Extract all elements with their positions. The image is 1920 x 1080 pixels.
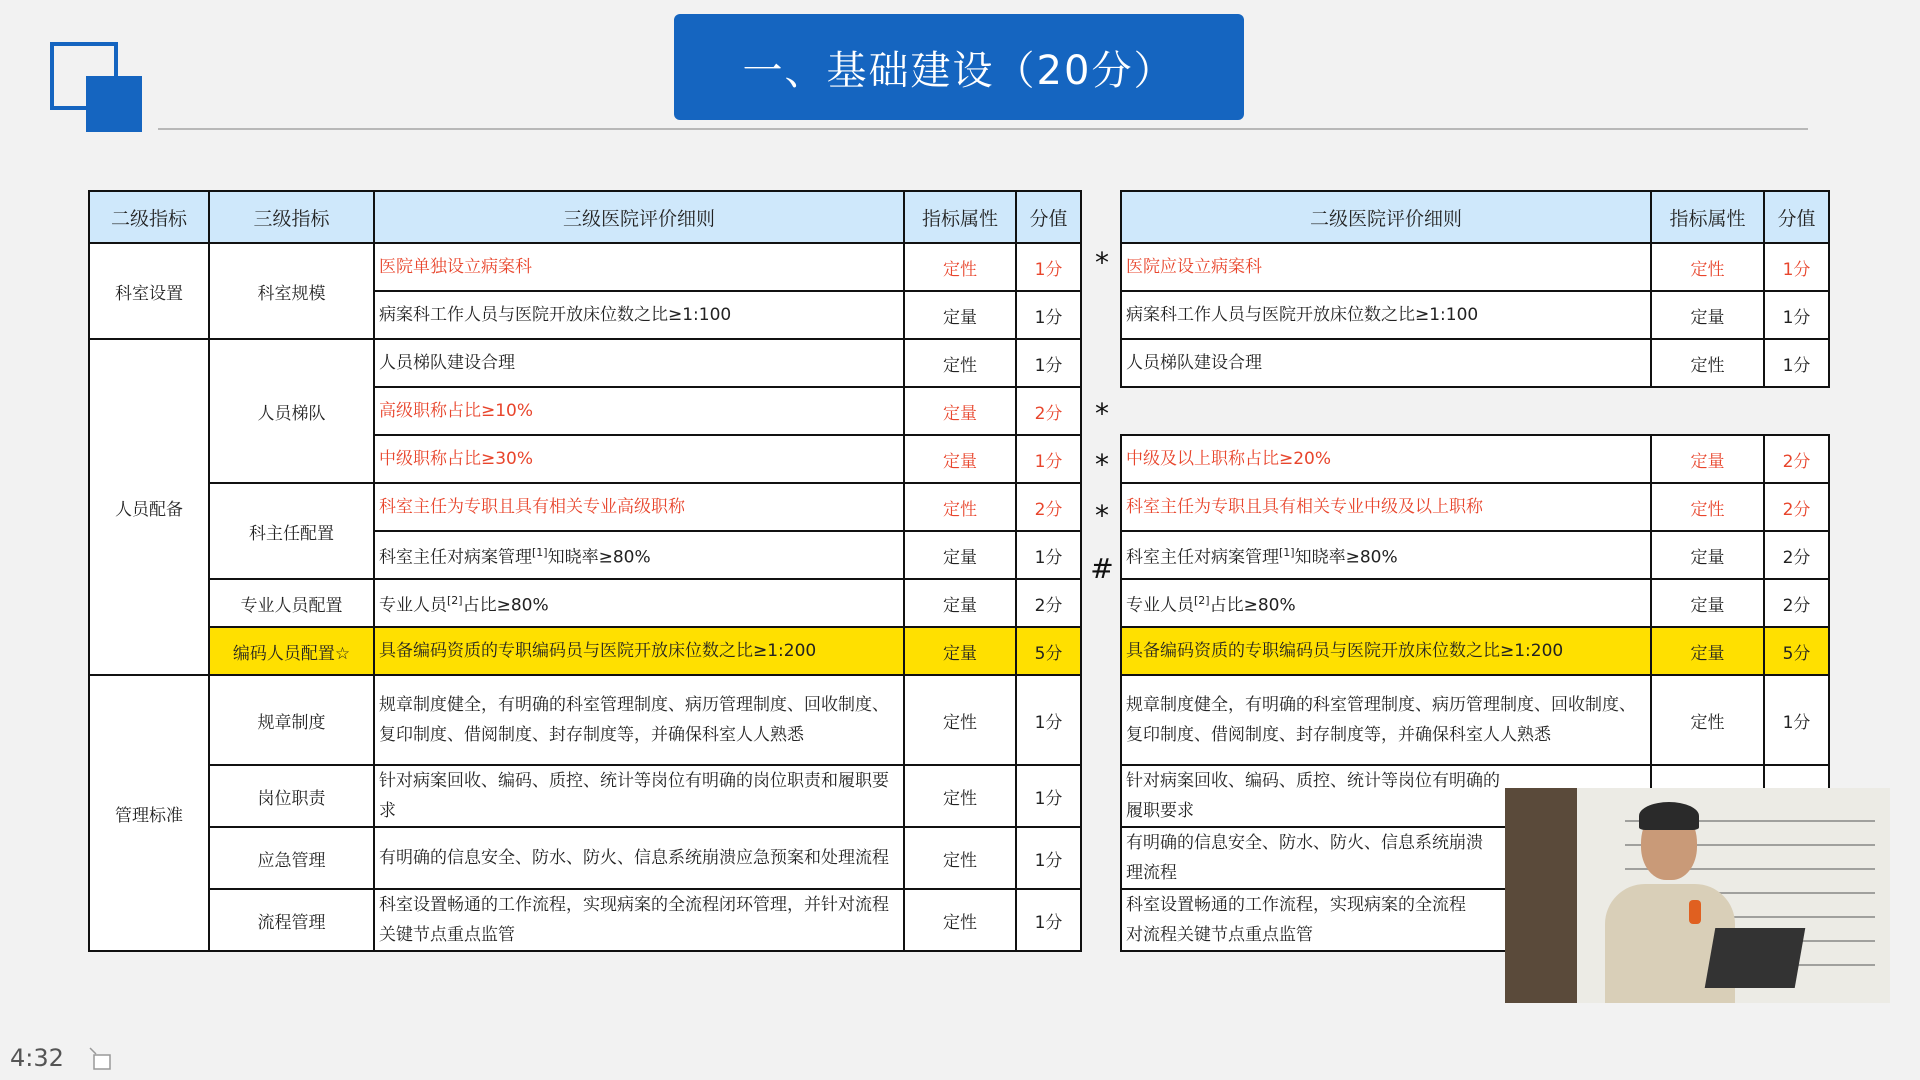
score-cell: 2分 xyxy=(1016,579,1081,627)
rule-cell: 病案科工作人员与医院开放床位数之比≥1:100 xyxy=(1121,291,1651,339)
table-row xyxy=(89,675,1081,765)
attr-cell: 定量 xyxy=(904,291,1016,339)
table-header-row xyxy=(89,191,1081,243)
table-row xyxy=(1121,435,1829,483)
attr-cell: 定性 xyxy=(904,765,1016,827)
score-cell: 2分 xyxy=(1764,483,1829,531)
rule-cell: 中级职称占比≥30% xyxy=(374,435,904,483)
sub-cell: 专业人员配置 xyxy=(209,579,374,627)
sub-cell: 人员梯队 xyxy=(209,339,374,483)
score-cell: 1分 xyxy=(1016,827,1081,889)
table-row xyxy=(89,765,1081,827)
table-row xyxy=(89,827,1081,889)
table-row-highlighted xyxy=(1121,627,1829,675)
attr-cell: 定量 xyxy=(904,531,1016,579)
header-attribute: 指标属性 xyxy=(904,191,1016,243)
table-header-row xyxy=(1121,191,1829,243)
attr-cell: 定量 xyxy=(904,579,1016,627)
attr-cell: 定量 xyxy=(904,435,1016,483)
score-cell: 2分 xyxy=(1016,483,1081,531)
header-score: 分值 xyxy=(1764,191,1829,243)
rule-cell: 科室主任对病案管理[1]知晓率≥80% xyxy=(1121,531,1651,579)
table-row xyxy=(1121,531,1829,579)
rule-cell: 规章制度健全，有明确的科室管理制度、病历管理制度、回收制度、复印制度、借阅制度、封存制度等，并确保科室人人熟悉 xyxy=(374,675,904,765)
table-row xyxy=(1121,339,1829,387)
score-cell: 2分 xyxy=(1764,435,1829,483)
score-cell: 1分 xyxy=(1764,291,1829,339)
attr-cell: 定性 xyxy=(904,827,1016,889)
difference-mark: # xyxy=(1090,552,1114,585)
score-cell: 1分 xyxy=(1016,339,1081,387)
table-row xyxy=(1121,243,1829,291)
tertiary-hospital-table xyxy=(88,190,1082,952)
cursor-icon xyxy=(88,1046,114,1072)
speaker-video-overlay[interactable] xyxy=(1505,788,1890,1003)
score-cell: 1分 xyxy=(1764,243,1829,291)
header-tertiary-indicator: 三级指标 xyxy=(209,191,374,243)
attr-cell: 定性 xyxy=(904,483,1016,531)
rule-cell: 高级职称占比≥10% xyxy=(374,387,904,435)
rule-cell: 规章制度健全，有明确的科室管理制度、病历管理制度、回收制度、复印制度、借阅制度、封存制度等，并确保科室人人熟悉 xyxy=(1121,675,1651,765)
title-divider xyxy=(158,128,1808,130)
rule-cell: 专业人员[2]占比≥80% xyxy=(1121,579,1651,627)
attr-cell: 定性 xyxy=(904,889,1016,951)
attr-cell: 定量 xyxy=(1651,627,1764,675)
attr-cell: 定量 xyxy=(1651,531,1764,579)
attr-cell: 定量 xyxy=(1651,435,1764,483)
rule-cell: 科室主任为专职且具有相关专业高级职称 xyxy=(374,483,904,531)
table-row xyxy=(1121,675,1829,765)
table-row xyxy=(1121,579,1829,627)
microphone-icon xyxy=(1689,900,1701,924)
score-cell: 2分 xyxy=(1016,387,1081,435)
group-cell: 人员配备 xyxy=(89,339,209,675)
group-cell: 科室设置 xyxy=(89,243,209,339)
rule-cell: 科室设置畅通的工作流程，实现病案的全流程 对流程关键节点重点监管 xyxy=(1121,889,1651,951)
rule-cell: 医院单独设立病案科 xyxy=(374,243,904,291)
rule-cell: 科室主任对病案管理[1]知晓率≥80% xyxy=(374,531,904,579)
playback-time: 4:32 xyxy=(10,1044,64,1072)
sub-cell: 规章制度 xyxy=(209,675,374,765)
laptop-icon xyxy=(1705,928,1806,988)
rule-cell: 具备编码资质的专职编码员与医院开放床位数之比≥1:200 xyxy=(1121,627,1651,675)
attr-cell: 定量 xyxy=(904,627,1016,675)
table-row xyxy=(1121,483,1829,531)
rule-cell: 人员梯队建设合理 xyxy=(374,339,904,387)
speaker-hair xyxy=(1639,802,1699,830)
group-cell: 管理标准 xyxy=(89,675,209,951)
table-row xyxy=(89,243,1081,291)
difference-mark: * xyxy=(1095,448,1109,481)
attr-cell: 定性 xyxy=(1651,483,1764,531)
table-row xyxy=(89,339,1081,387)
rule-cell: 医院应设立病案科 xyxy=(1121,243,1651,291)
table-row xyxy=(89,889,1081,951)
rule-cell: 有明确的信息安全、防水、防火、信息系统崩溃应急预案和处理流程 xyxy=(374,827,904,889)
rule-cell: 人员梯队建设合理 xyxy=(1121,339,1651,387)
score-cell: 2分 xyxy=(1764,531,1829,579)
score-cell: 1分 xyxy=(1764,675,1829,765)
score-cell: 1分 xyxy=(1016,531,1081,579)
attr-cell: 定量 xyxy=(1651,291,1764,339)
rule-cell: 病案科工作人员与医院开放床位数之比≥1:100 xyxy=(374,291,904,339)
attr-cell: 定性 xyxy=(904,339,1016,387)
rule-cell: 科室设置畅通的工作流程，实现病案的全流程闭环管理，并针对流程关键节点重点监管 xyxy=(374,889,904,951)
table-row-empty xyxy=(1121,387,1829,435)
attr-cell: 定性 xyxy=(1651,675,1764,765)
rule-cell: 具备编码资质的专职编码员与医院开放床位数之比≥1:200 xyxy=(374,627,904,675)
score-cell: 2分 xyxy=(1764,579,1829,627)
sub-cell: 应急管理 xyxy=(209,827,374,889)
sub-cell: 岗位职责 xyxy=(209,765,374,827)
sub-cell: 流程管理 xyxy=(209,889,374,951)
difference-mark: * xyxy=(1095,499,1109,532)
attr-cell: 定量 xyxy=(1651,579,1764,627)
table-row-highlighted xyxy=(89,627,1081,675)
score-cell: 1分 xyxy=(1016,765,1081,827)
difference-mark: * xyxy=(1095,397,1109,430)
header-tertiary-rules: 三级医院评价细则 xyxy=(374,191,904,243)
header-attribute: 指标属性 xyxy=(1651,191,1764,243)
rule-cell: 科室主任为专职且具有相关专业中级及以上职称 xyxy=(1121,483,1651,531)
rule-cell: 中级及以上职称占比≥20% xyxy=(1121,435,1651,483)
rule-cell: 针对病案回收、编码、质控、统计等岗位有明确的岗位职责和履职要求 xyxy=(374,765,904,827)
score-cell: 5分 xyxy=(1016,627,1081,675)
rule-cell: 专业人员[2]占比≥80% xyxy=(374,579,904,627)
score-cell: 1分 xyxy=(1764,339,1829,387)
header-score: 分值 xyxy=(1016,191,1081,243)
table-row xyxy=(89,579,1081,627)
rule-cell: 针对病案回收、编码、质控、统计等岗位有明确的 履职要求 xyxy=(1121,765,1651,827)
score-cell: 1分 xyxy=(1016,435,1081,483)
sub-cell: 编码人员配置☆ xyxy=(209,627,374,675)
score-cell: 1分 xyxy=(1016,675,1081,765)
attr-cell: 定性 xyxy=(904,243,1016,291)
score-cell: 5分 xyxy=(1764,627,1829,675)
slide-title: 一、基础建设（20分） xyxy=(674,14,1244,120)
table-row xyxy=(1121,291,1829,339)
score-cell: 1分 xyxy=(1016,291,1081,339)
header-secondary-indicator: 二级指标 xyxy=(89,191,209,243)
logo-filled-square xyxy=(86,76,142,132)
sub-cell: 科主任配置 xyxy=(209,483,374,579)
attr-cell: 定量 xyxy=(904,387,1016,435)
score-cell: 1分 xyxy=(1016,243,1081,291)
attr-cell: 定性 xyxy=(1651,243,1764,291)
attr-cell: 定性 xyxy=(904,675,1016,765)
rule-cell: 有明确的信息安全、防水、防火、信息系统崩溃 理流程 xyxy=(1121,827,1651,889)
table-row xyxy=(89,483,1081,531)
difference-mark: * xyxy=(1095,246,1109,279)
sub-cell: 科室规模 xyxy=(209,243,374,339)
score-cell: 1分 xyxy=(1016,889,1081,951)
attr-cell: 定性 xyxy=(1651,339,1764,387)
header-secondary-rules: 二级医院评价细则 xyxy=(1121,191,1651,243)
